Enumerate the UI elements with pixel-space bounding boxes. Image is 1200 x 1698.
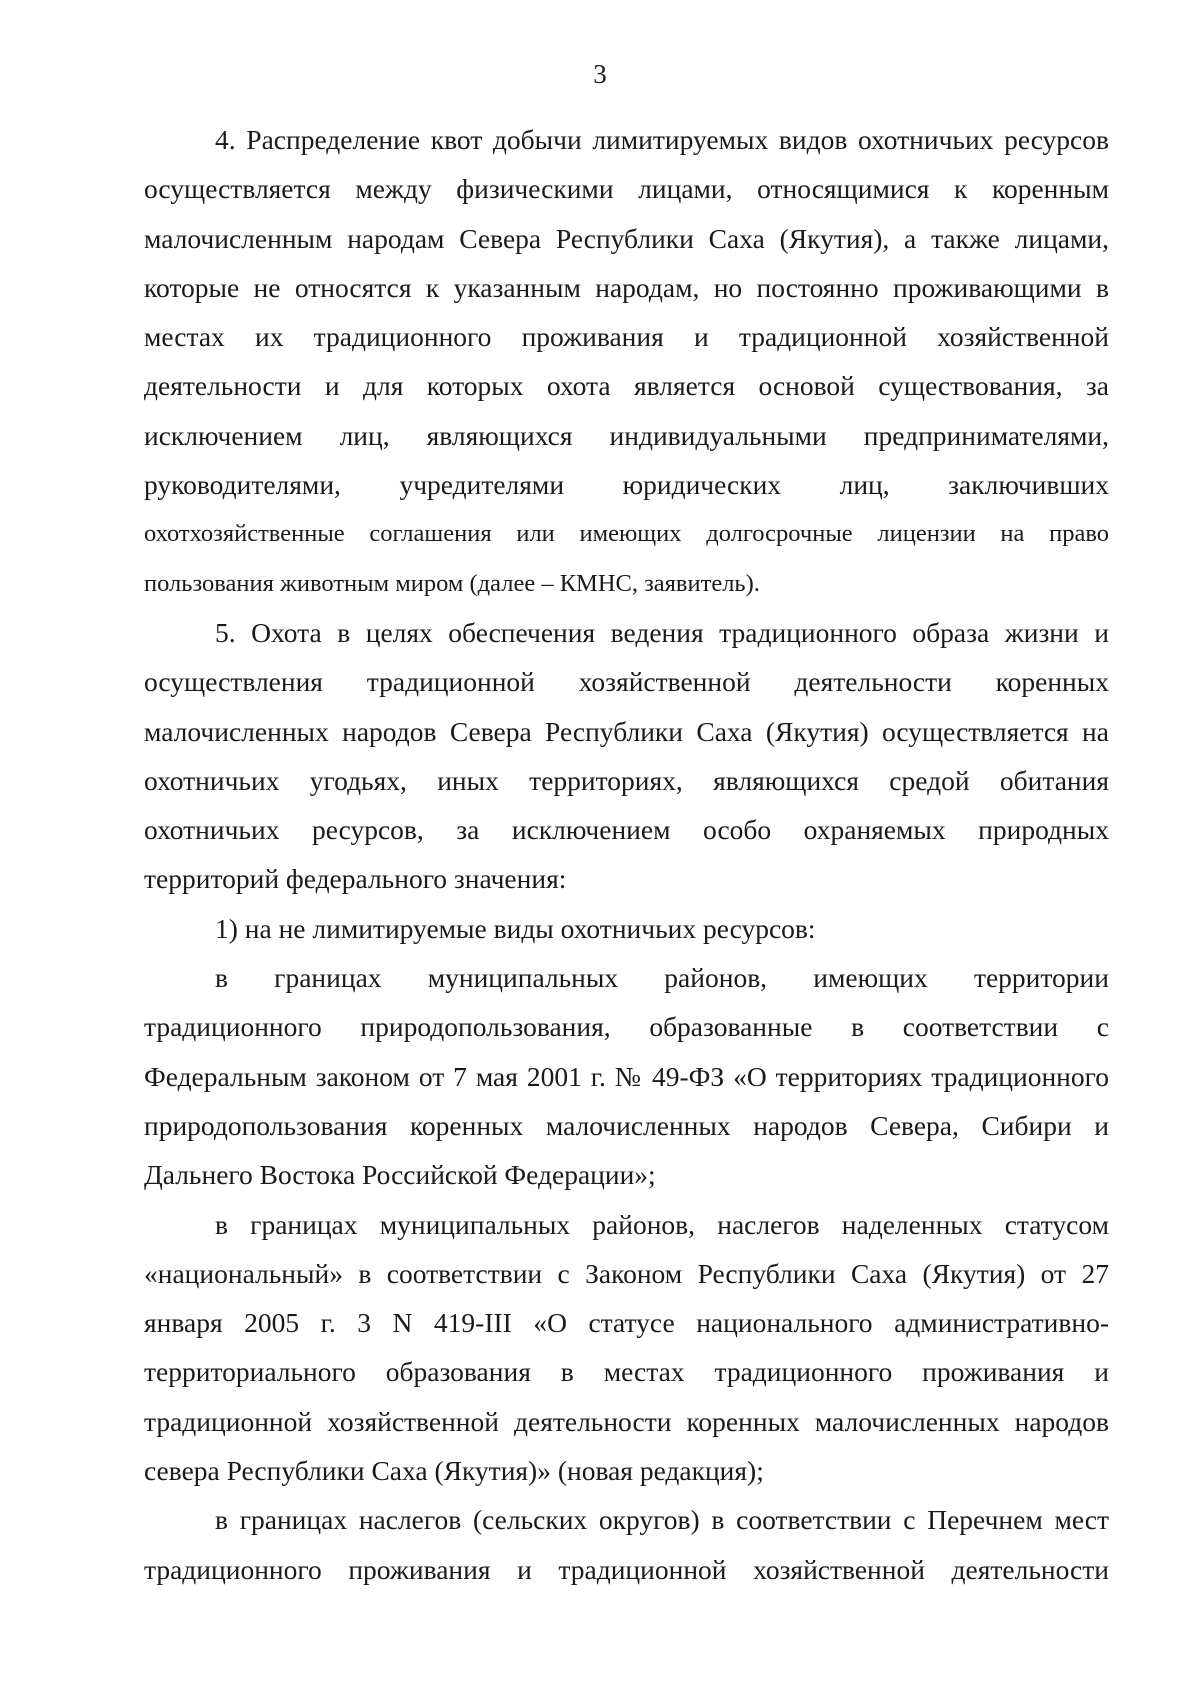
text-line: 1) на не лимитируемые виды охотничьих ресурсов: — [215, 912, 816, 944]
text-line: 5. Охота в целях обеспечения ведения традиционного образа жизни и — [215, 616, 1109, 648]
text-line: в границах наслегов (сельских округов) в соответствии с Перечнем мест — [215, 1504, 1109, 1536]
text-line: традиционного проживания и традиционной хозяйственной деятельности — [144, 1553, 1109, 1585]
text-line: традиционной хозяйственной деятельности коренных малочисленных народов — [144, 1405, 1109, 1437]
text-line: которые не относятся к указанным народам, но постоянно проживающими в — [144, 271, 1109, 303]
text-line: осуществления традиционной хозяйственной деятельности коренных — [144, 666, 1109, 698]
text-line: территорий федерального значения: — [144, 863, 567, 895]
text-line: местах их традиционного проживания и традиционной хозяйственной — [144, 321, 1109, 353]
text-line: пользования животным миром (далее – КМНС, заявитель). — [144, 569, 760, 597]
text-line: природопользования коренных малочисленных народов Севера, Сибири и — [144, 1109, 1109, 1141]
text-line: руководителями, учредителями юридических лиц, заключивших — [144, 469, 1109, 501]
text-line: в границах муниципальных районов, имеющих территории — [215, 962, 1109, 994]
text-line: малочисленным народам Севера Республики Саха (Якутия), а также лицами, — [144, 222, 1109, 254]
text-line: охотхозяйственные соглашения или имеющих долгосрочные лицензии на право — [144, 520, 1109, 548]
text-line: осуществляется между физическими лицами, относящимися к коренным — [144, 173, 1109, 205]
text-line: исключением лиц, являющихся индивидуальными предпринимателями, — [144, 419, 1109, 451]
document-body — [144, 115, 1109, 1594]
text-line: в границах муниципальных районов, наслегов наделенных статусом — [215, 1208, 1109, 1240]
text-line: января 2005 г. 3 N 419-III «О статусе национального административно- — [144, 1307, 1109, 1339]
text-line: малочисленных народов Севера Республики Саха (Якутия) осуществляется на — [144, 715, 1109, 747]
text-line: Федеральным законом от 7 мая 2001 г. № 49-ФЗ «О территориях традиционного — [144, 1060, 1109, 1092]
text-line: 4. Распределение квот добычи лимитируемых видов охотничьих ресурсов — [215, 124, 1109, 155]
page-number: 3 — [593, 59, 607, 89]
text-line: деятельности и для которых охота является основой существования, за — [144, 370, 1109, 402]
text-line: территориального образования в местах традиционного проживания и — [144, 1356, 1109, 1388]
text-line: «национальный» в соответствии с Законом Республики Саха (Якутия) от 27 — [144, 1257, 1109, 1289]
text-line: охотничьих ресурсов, за исключением особо охраняемых природных — [144, 814, 1109, 846]
text-line: Дальнего Востока Российской Федерации»; — [144, 1159, 656, 1191]
text-line: севера Республики Саха (Якутия)» (новая редакция); — [144, 1455, 764, 1487]
text-line: традиционного природопользования, образованные в соответствии с — [144, 1011, 1109, 1043]
text-line: охотничьих угодьях, иных территориях, являющихся средой обитания — [144, 764, 1109, 796]
